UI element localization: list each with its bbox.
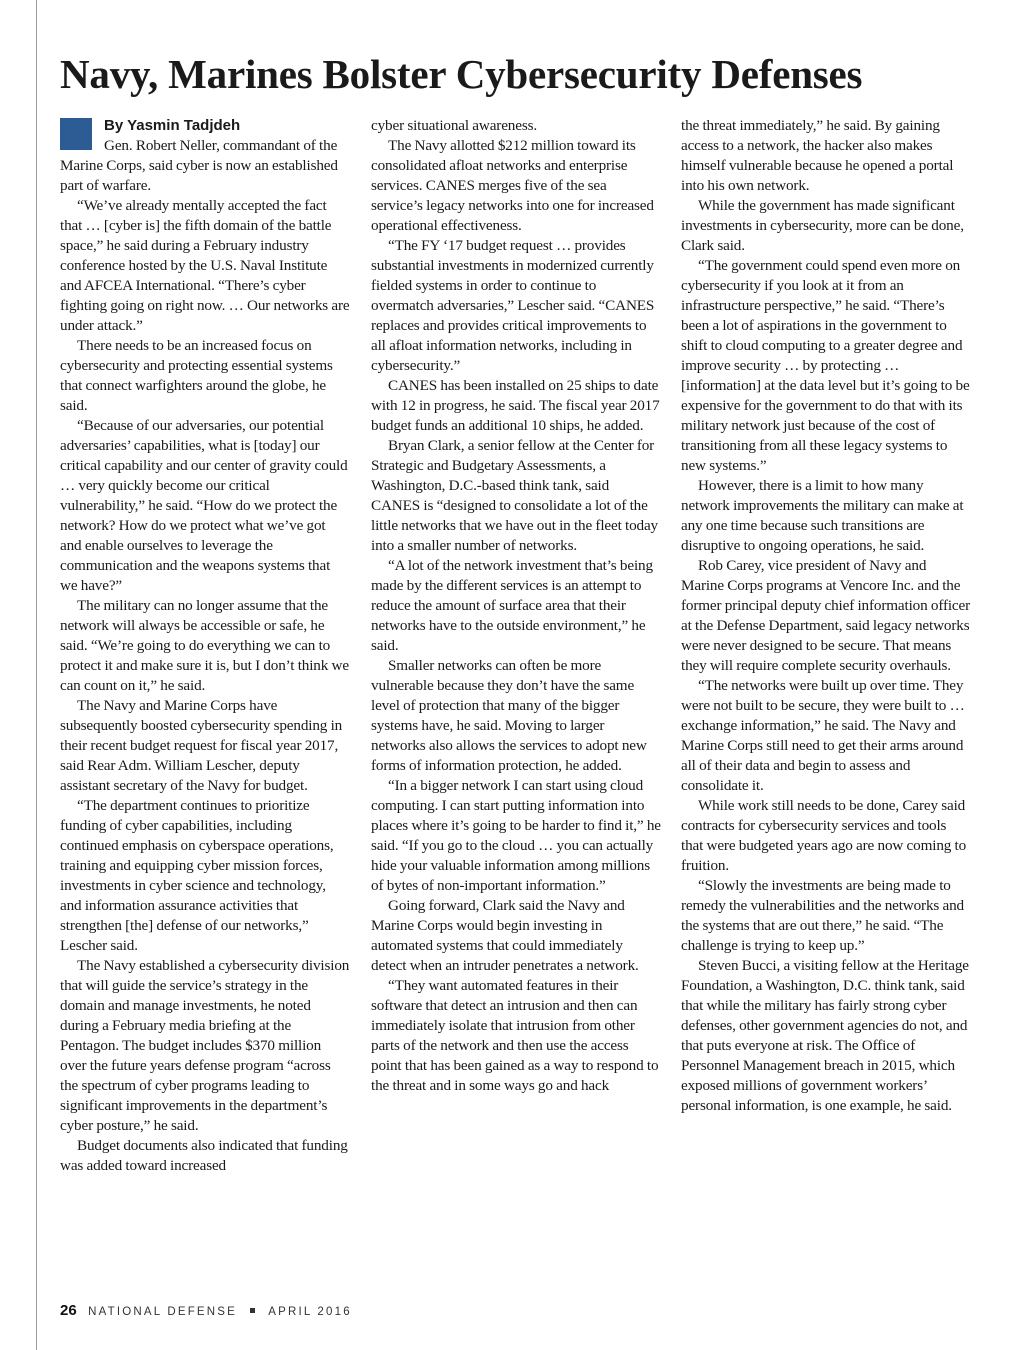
byline: By Yasmin Tadjdeh [104, 117, 241, 134]
paragraph: Going forward, Clark said the Navy and Marine Corps would begin investing in automated systems that could immediately detect when an intruder penetrates a network. [371, 897, 639, 974]
paragraph: Smaller networks can often be more vulnerable because they don’t have the same level of protection that many of the bigger systems have, he said. Moving to larger networks also allows the services to adopt new forms of information protection, he added. [371, 657, 647, 774]
paragraph: The military can no longer assume that the network will always be accessible or safe, he said. “We’re going to do everything we can to protect it and make sure it is, but I don’t think we can count on it,” he said. [60, 597, 349, 694]
byline-block [60, 116, 350, 136]
paragraph: The Navy allotted $212 million toward its consolidated afloat networks and enterprise services. CANES merges five of the sea service’s legacy networks into one for increased operational effectiveness. [371, 137, 654, 234]
paragraph: “The FY ‘17 budget request … provides substantial investments in modernized currently fielded systems in order to continue to overmatch adversaries,” Lescher said. “CANES replaces and provides critical improvements to all afloat information networks, including in cybersecurity.” [371, 237, 655, 374]
paragraph: The Navy established a cybersecurity division that will guide the service’s strategy in the domain and manage investments, he noted during a February media briefing at the Pentagon. The budget includes $370 million over the future years defense program “across the spectrum of cyber programs leading to significant improvements in the department’s cyber posture,” he said. [60, 957, 350, 1134]
article-column-3 [681, 116, 971, 1116]
paragraph: “We’ve already mentally accepted the fact that … [cyber is] the fifth domain of the battle space,” he said during a February industry conference hosted by the U.S. Naval Institute and AFCEA International. “There’s cyber fighting going on right now. … Our networks are under attack.” [60, 197, 350, 334]
paragraph: “Because of our adversaries, our potential adversaries’ capabilities, what is [today] our critical capability and our center of gravity could … very quickly become our critical vulnerability,” he said. “How do we protect the network? How do we protect what we’ve got and enable ourselves to leverage the communication and the weapons systems that we have?” [60, 417, 348, 594]
article-column-2 [371, 116, 661, 1096]
paragraph: “The government could spend even more on cybersecurity if you look at it from an infrastructure perspective,” he said. “There’s been a lot of aspirations in the government to shift to cloud computing to a greater degree and improve security … by protecting … [information] at the data level but it’s going to be expensive for the government to do that with its military network just because of the cost of transitioning from all these legacy systems to new systems.” [681, 257, 970, 474]
paragraph: cyber situational awareness. [371, 117, 537, 134]
bullet-separator-icon [250, 1308, 255, 1313]
article-column-1 [60, 116, 350, 1176]
page-margin-rule [36, 0, 37, 1350]
issue-date: APRIL 2016 [268, 1306, 352, 1318]
paragraph: Rob Carey, vice president of Navy and Marine Corps programs at Vencore Inc. and the former principal deputy chief information officer at the Defense Department, said legacy networks were never designed to be secure. That means they will require complete security overhauls. [681, 557, 971, 674]
article-title: Navy, Marines Bolster Cybersecurity Defenses [60, 51, 863, 97]
paragraph: While the government has made significant investments in cybersecurity, more can be done, Clark said. [681, 197, 964, 254]
paragraph: CANES has been installed on 25 ships to date with 12 in progress, he said. The fiscal year 2017 budget funds an additional 10 ships, he added. [371, 377, 660, 434]
paragraph: “The networks were built up over time. They were not built to be secure, they were built to … exchange information,” he said. The Navy and Marine Corps still need to get their arms around all of their data and begin to assess and consolidate it. [681, 677, 965, 794]
paragraph: Bryan Clark, a senior fellow at the Center for Strategic and Budgetary Assessments, a Washington, D.C.-based think tank, said CANES is “designed to consolidate a lot of the little networks that we have out in the fleet today into a smaller number of networks. [371, 437, 658, 554]
paragraph: There needs to be an increased focus on cybersecurity and protecting essential systems that connect warfighters around the globe, he said. [60, 337, 333, 414]
paragraph: However, there is a limit to how many network improvements the military can make at any one time because such transitions are disruptive to ongoing operations, he said. [681, 477, 964, 554]
page-number: 26 [60, 1302, 77, 1319]
paragraph: Gen. Robert Neller, commandant of the Marine Corps, said cyber is now an established part of warfare. [60, 137, 338, 194]
publication-name: NATIONAL DEFENSE [88, 1306, 238, 1318]
paragraph: “They want automated features in their software that detect an intrusion and then can immediately isolate that intrusion from other parts of the network and then use the access point that has been gained as a way to respond to the threat and in some ways go and hack [371, 977, 659, 1094]
paragraph: “Slowly the investments are being made to remedy the vulnerabilities and the networks and the systems that are out there,” he said. “The challenge is trying to keep up.” [681, 877, 964, 954]
paragraph: the threat immediately,” he said. By gaining access to a network, the hacker also makes himself vulnerable because he opened a portal into his own network. [681, 117, 954, 194]
paragraph: “A lot of the network investment that’s being made by the different services is an attempt to reduce the amount of surface area that their networks have to the outside environment,” he said. [371, 557, 653, 654]
paragraph: Steven Bucci, a visiting fellow at the Heritage Foundation, a Washington, D.C. think tank, said that while the military has fairly strong cyber defenses, other government agencies do not, and that puts everyone at risk. The Office of Personnel Management breach in 2015, which exposed millions of government workers’ personal information, is one example, he said. [681, 957, 969, 1114]
accent-square-icon [60, 118, 92, 150]
paragraph: “In a bigger network I can start using cloud computing. I can start putting information into places where it’s going to be harder to find it,” he said. “If you go to the cloud … you can actually hide your valuable information among millions of bytes of non-important information.” [371, 777, 661, 894]
paragraph: The Navy and Marine Corps have subsequently boosted cybersecurity spending in their recent budget request for fiscal year 2017, said Rear Adm. William Lescher, deputy assistant secretary of the Navy for budget. [60, 697, 343, 794]
paragraph: “The department continues to prioritize funding of cyber capabilities, including continued emphasis on cyberspace operations, training and equipping cyber mission forces, investments in cyber science and technology, and information assurance activities that strengthen [the] defense of our networks,” Lescher said. [60, 797, 334, 954]
paragraph: While work still needs to be done, Carey said contracts for cybersecurity services and tools that were budgeted years ago are now coming to fruition. [681, 797, 967, 874]
page-footer [60, 1301, 352, 1321]
paragraph: Budget documents also indicated that funding was added toward increased [60, 1137, 348, 1174]
